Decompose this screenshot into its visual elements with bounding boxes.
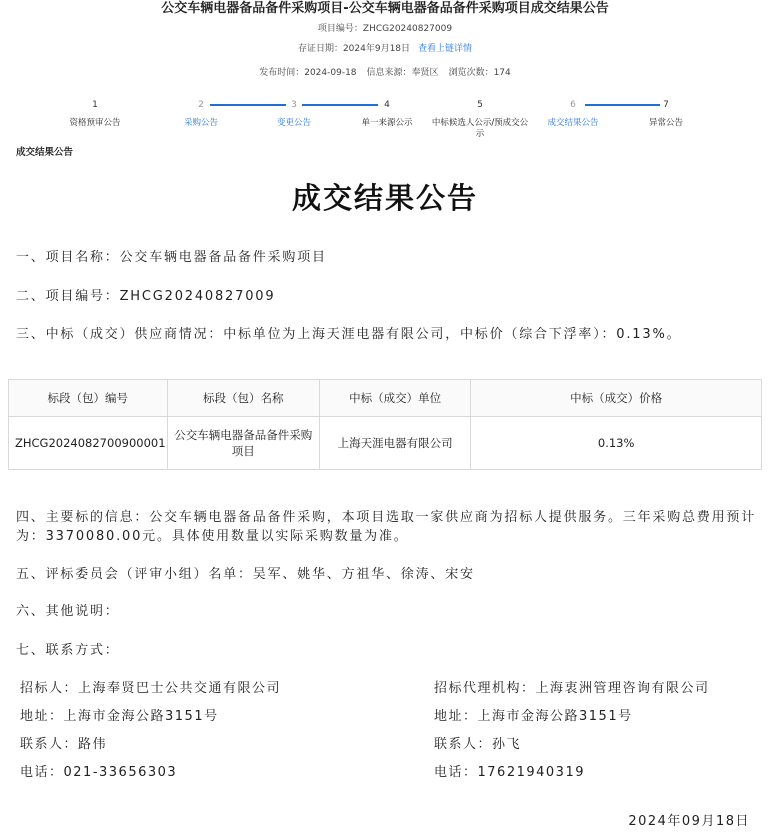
step-label: 资格预审公告 xyxy=(69,118,121,128)
process-steps xyxy=(0,98,770,146)
other-notes: 六、其他说明： xyxy=(16,604,120,619)
lot-name: 公交车辆电器备品备件采购项目 xyxy=(167,417,319,470)
proof-date: 存证日期：2024年9月18日 xyxy=(297,44,411,54)
step-label: 成交结果公告 xyxy=(547,118,599,128)
document-title: 成交结果公告 xyxy=(291,181,478,215)
table-row xyxy=(9,417,762,470)
publish-meta-row xyxy=(0,66,770,80)
project-name: 一、项目名称：公交车辆电器备品备件采购项目 xyxy=(16,250,327,265)
step-number: 6 xyxy=(570,100,576,110)
table-header-row xyxy=(9,380,762,417)
step-label: 异常公告 xyxy=(648,118,683,128)
winning-company: 上海天涯电器有限公司 xyxy=(320,417,471,470)
section-tag: 成交结果公告 xyxy=(16,147,74,158)
column-header: 中标（成交）价格 xyxy=(471,380,762,417)
project-number: 项目编号：ZHCG20240827009 xyxy=(317,24,453,34)
project-number-line: 二、项目编号：ZHCG20240827009 xyxy=(16,289,276,304)
proof-date-row xyxy=(0,42,770,56)
lot-number: ZHCG2024082700900001 xyxy=(9,417,168,470)
agency-person: 联系人：孙飞 xyxy=(434,737,522,752)
agency-name: 招标代理机构：上海衷洲管理咨询有限公司 xyxy=(434,681,710,696)
winning-price: 0.13% xyxy=(471,417,762,470)
step-number: 3 xyxy=(291,100,297,110)
result-table xyxy=(8,379,762,470)
step-label: 中标候选人公示/预成交公示 xyxy=(431,118,529,139)
step-abnormal[interactable] xyxy=(611,98,721,129)
column-header: 中标（成交）单位 xyxy=(320,380,471,417)
agency-contact xyxy=(434,679,710,783)
step-number: 1 xyxy=(92,100,98,110)
step-number: 7 xyxy=(663,100,669,110)
tenderer-phone: 电话：021-33656303 xyxy=(20,765,178,780)
column-header: 标段（包）编号 xyxy=(9,380,168,417)
step-number: 4 xyxy=(384,100,390,110)
step-label: 采购公告 xyxy=(183,118,218,128)
publish-time: 发布时间：2024-09-18 xyxy=(259,68,357,78)
main-subject-info: 四、主要标的信息：公交车辆电器备品备件采购，本项目选取一家供应商为招标人提供服务。三年采购总费用预计为：3370080.00元。具体使用数量以实际采购数量为准。 xyxy=(16,510,757,544)
agency-phone: 电话：17621940319 xyxy=(434,765,585,780)
tenderer-person: 联系人：路伟 xyxy=(20,737,108,752)
step-label: 变更公告 xyxy=(276,118,311,128)
chain-detail-link[interactable]: 查看上链详情 xyxy=(418,44,473,54)
info-source: 信息来源：奉贤区 xyxy=(366,68,439,78)
step-label: 单一来源公示 xyxy=(361,118,413,128)
agency-address: 地址：上海市金海公路3151号 xyxy=(434,709,633,724)
tenderer-contact xyxy=(20,679,281,783)
tenderer-address: 地址：上海市金海公路3151号 xyxy=(20,709,219,724)
tenderer-name: 招标人：上海奉贤巴士公共交通有限公司 xyxy=(20,681,282,696)
publish-date: 2024年09月18日 xyxy=(628,814,750,829)
column-header: 标段（包）名称 xyxy=(167,380,319,417)
contact-heading: 七、联系方式： xyxy=(16,643,120,658)
step-prequalification[interactable] xyxy=(40,98,150,129)
evaluation-committee: 五、评标委员会（评审小组）名单：吴军、姚华、方祖华、徐涛、宋安 xyxy=(16,567,475,582)
step-number: 2 xyxy=(198,100,204,110)
supplier-info: 三、中标（成交）供应商情况：中标单位为上海天涯电器有限公司，中标价（综合下浮率）：0.13%。 xyxy=(16,327,682,342)
step-number: 5 xyxy=(477,100,483,110)
page-title: 公交车辆电器备品备件采购项目-公交车辆电器备品备件采购项目成交结果公告 xyxy=(161,1,609,16)
view-count: 浏览次数：174 xyxy=(448,68,511,78)
